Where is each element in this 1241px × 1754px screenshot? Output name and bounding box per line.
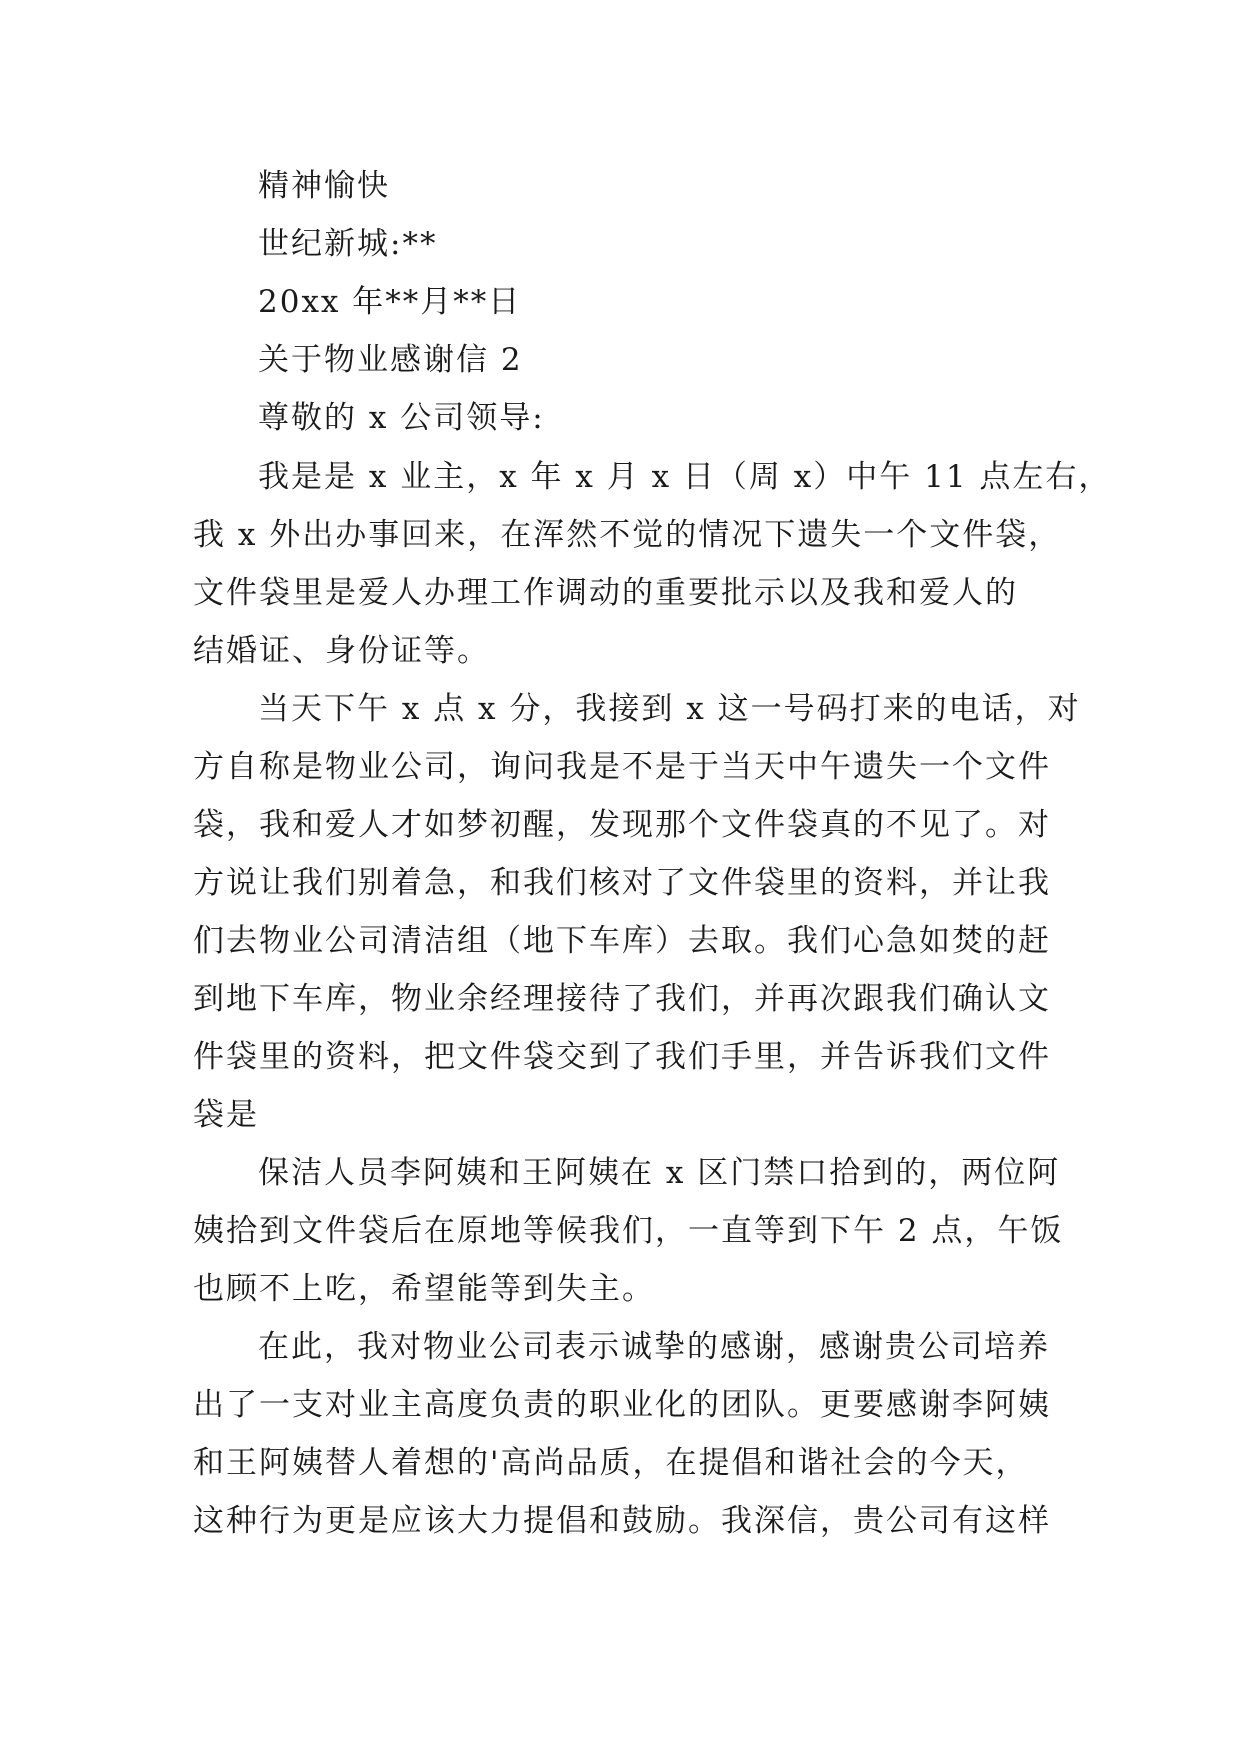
- body-line: 在此，我对物业公司表示诚挚的感谢，感谢贵公司培养: [258, 1329, 1050, 1365]
- body-line: 结婚证、身份证等。: [193, 633, 490, 669]
- body-line: 保洁人员李阿姨和王阿姨在 x 区门禁口拾到的，两位阿: [258, 1155, 1061, 1191]
- body-line: 袋是: [193, 1097, 259, 1133]
- body-line: 袋，我和爱人才如梦初醒，发现那个文件袋真的不见了。对: [193, 807, 1051, 843]
- signature-line: 世纪新城:**: [258, 226, 438, 262]
- body-line: 文件袋里是爱人办理工作调动的重要批示以及我和爱人的: [193, 575, 1018, 611]
- letter-title: 关于物业感谢信 2: [258, 342, 523, 378]
- body-line: 我是是 x 业主，x 年 x 月 x 日（周 x）中午 11 点左右，: [258, 459, 1112, 495]
- body-line: 到地下车库，物业余经理接待了我们，并再次跟我们确认文: [193, 981, 1051, 1017]
- body-line: 我 x 外出办事回来，在浑然不觉的情况下遗失一个文件袋，: [193, 517, 1062, 553]
- body-line: 出了一支对业主高度负责的职业化的团队。更要感谢李阿姨: [193, 1387, 1051, 1423]
- closing-line: 精神愉快: [258, 168, 390, 204]
- body-line: 这种行为更是应该大力提倡和鼓励。我深信，贵公司有这样: [193, 1503, 1051, 1539]
- salutation: 尊敬的 x 公司领导:: [258, 400, 545, 436]
- body-line: 方自称是物业公司，询问我是不是于当天中午遗失一个文件: [193, 749, 1051, 785]
- body-line: 也顾不上吃，希望能等到失主。: [193, 1271, 655, 1307]
- body-line: 件袋里的资料，把文件袋交到了我们手里，并告诉我们文件: [193, 1039, 1051, 1075]
- body-line: 和王阿姨替人着想的'高尚品质，在提倡和谐社会的今天，: [193, 1445, 1029, 1481]
- body-line: 方说让我们别着急，和我们核对了文件袋里的资料，并让我: [193, 865, 1051, 901]
- body-line: 姨拾到文件袋后在原地等候我们，一直等到下午 2 点，午饭: [193, 1213, 1064, 1249]
- body-line: 当天下午 x 点 x 分，我接到 x 这一号码打来的电话，对: [258, 691, 1081, 727]
- date-line: 20xx 年**月**日: [258, 284, 522, 320]
- body-line: 们去物业公司清洁组（地下车库）去取。我们心急如焚的赶: [193, 923, 1051, 959]
